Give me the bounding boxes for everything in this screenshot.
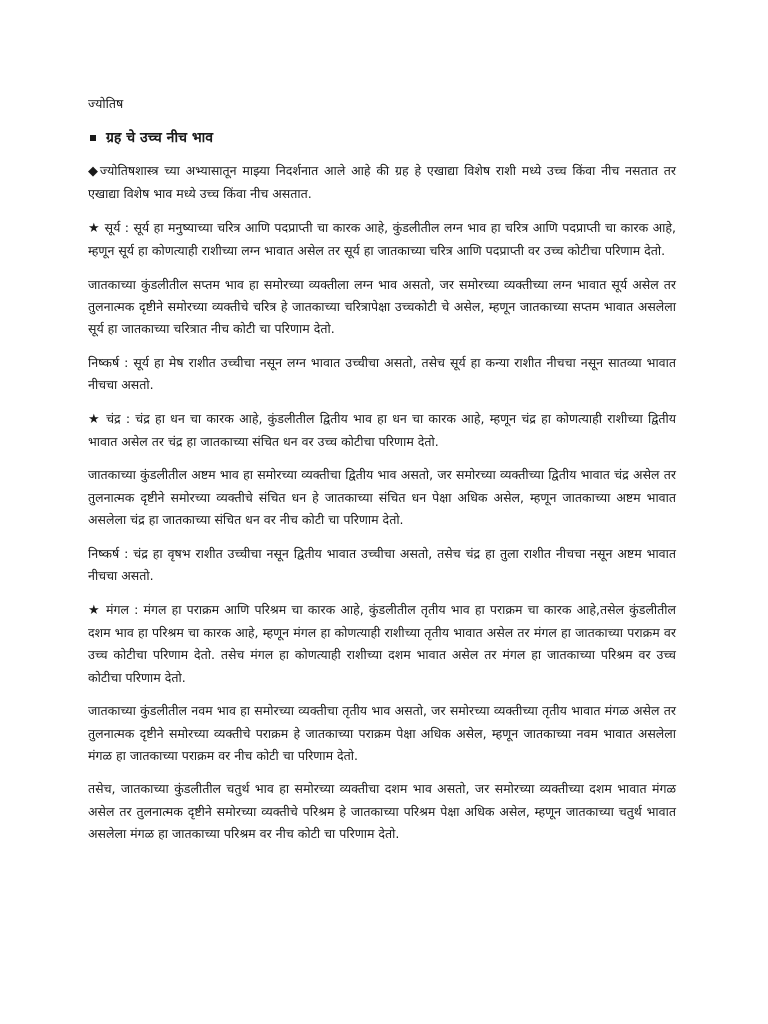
paragraph-mangal <box>88 599 676 690</box>
diamond-bullet-icon: ◆ <box>88 164 100 179</box>
paragraph-text: जातकाच्या कुंडलीतील सप्तम भाव हा समोरच्या व्यक्तीला लग्न भाव असतो, जर समोरच्या व्यक्तीच्या लग्न भावात सूर्य असेल तर तुलनात्मक दृष्टीने समोरच्या व्यक्तीचे चरित्र हे जातकाच्या चरित्रापेक्षा उच्चकोटी चे असेल, म्हणून जातकाच्या सप्तम भावात असलेला सूर्य हा जातकाच्या चरित्रात नीच कोटी चा परिणाम देतो. <box>88 276 676 337</box>
paragraph-mangal-chaturth <box>88 778 676 845</box>
paragraph-intro <box>88 160 676 206</box>
star-bullet-icon: ★ <box>88 220 101 236</box>
star-bullet-icon: ★ <box>88 411 101 427</box>
paragraph-text: सूर्य : सूर्य हा मनुष्याच्या चरित्र आणि पदप्राप्ती चा कारक आहे, कुंडलीतील लग्न भाव हा चरित्र आणि पदप्राप्ती चा कारक आहे, म्हणून सूर्य हा कोणत्याही राशीच्या लग्न भावात असेल तर सूर्य हा जातकाच्या चरित्र आणि पदप्राप्ती वर उच्च कोटीचा परिणाम देतो. <box>88 219 677 259</box>
paragraph-text: ज्योतिषशास्त्र च्या अभ्यासातून माझ्या निदर्शनात आले आहे की ग्रह हे एखाद्या विशेष राशी मध्ये उच्च किंवा नीच नसतात तर एखाद्या विशेष भाव मध्ये उच्च किंवा नीच असतात. <box>88 163 677 202</box>
document-page <box>88 96 676 857</box>
category-label: ज्योतिष <box>88 96 124 111</box>
paragraph-chandra-ashtam <box>88 464 676 531</box>
paragraph-text: निष्कर्ष : चंद्र हा वृषभ राशीत उच्चीचा नसून द्वितीय भावात उच्चीचा असतो, तसेच चंद्र हा तुला राशीत नीचचा नसून अष्टम भावात नीचचा असतो. <box>88 545 676 584</box>
paragraph-surya <box>88 217 676 263</box>
square-bullet-icon <box>90 135 96 141</box>
star-bullet-icon: ★ <box>88 602 101 618</box>
paragraph-mangal-navam <box>88 700 676 767</box>
paragraph-text: तसेच, जातकाच्या कुंडलीतील चतुर्थ भाव हा समोरच्या व्यक्तीचा दशम भाव असतो, जर समोरच्या व्यक्तीच्या दशम भावात मंगळ असेल तर तुलनात्मक दृष्टीने समोरच्या व्यक्तीचे परिश्रम हे जातकाच्या परिश्रम पेक्षा अधिक असेल, म्हणून जातकाच्या चतुर्थ भावात असलेला मंगळ हा जातकाच्या परिश्रम वर नीच कोटी चा परिणाम देतो. <box>88 781 676 842</box>
paragraph-text: मंगल : मंगल हा पराक्रम आणि परिश्रम चा कारक आहे, कुंडलीतील तृतीय भाव हा पराक्रम चा कारक आहे,तसेल कुंडलीतील दशम भाव हा परिश्रम चा कारक आहे, म्हणून मंगल हा कोणत्याही राशीच्या तृतीय भावात असेल तर मंगल हा जातकाच्या पराक्रम वर उच्च कोटीचा परिणाम देतो. तसेच मंगल हा कोणत्याही राशीच्या दशम भावात असेल तर मंगल हा जातकाच्या परिश्रम वर उच्च कोटीचा परिणाम देतो. <box>88 601 677 685</box>
paragraph-chandra-conclusion <box>88 543 676 588</box>
paragraph-text: चंद्र : चंद्र हा धन चा कारक आहे, कुंडलीतील द्वितीय भाव हा धन चा कारक आहे, म्हणून चंद्र हा कोणत्याही राशीच्या द्वितीय भावात असेल तर चंद्र हा जातकाच्या संचित धन वर उच्च कोटीचा परिणाम देतो. <box>88 410 676 450</box>
paragraph-chandra <box>88 408 676 454</box>
paragraph-surya-saptam <box>88 274 676 341</box>
paragraph-text: जातकाच्या कुंडलीतील अष्टम भाव हा समोरच्या व्यक्तीचा द्वितीय भाव असतो, जर समोरच्या व्यक्तीच्या द्वितीय भावात चंद्र असेल तर तुलनात्मक दृष्टीने समोरच्या व्यक्तीचे संचित धन हे जातकाच्या संचित धन पेक्षा अधिक असेल, म्हणून जातकाच्या अष्टम भावात असलेला चंद्र हा जातकाच्या संचित धन वर नीच कोटी चा परिणाम देतो. <box>88 467 676 528</box>
section-heading-text: ग्रह चे उच्च नीच भाव <box>106 130 214 146</box>
section-heading <box>88 128 676 148</box>
paragraph-text: निष्कर्ष : सूर्य हा मेष राशीत उच्चीचा नसून लग्न भावात उच्चीचा असतो, तसेच सूर्य हा कन्या राशीत नीचचा नसून सातव्या भावात नीचचा असतो. <box>88 354 676 393</box>
paragraph-surya-conclusion <box>88 352 676 397</box>
paragraph-text: जातकाच्या कुंडलीतील नवम भाव हा समोरच्या व्यक्तीचा तृतीय भाव असतो, जर समोरच्या व्यक्तीच्या तृतीय भावात मंगळ असेल तर तुलनात्मक दृष्टीने समोरच्या व्यक्तीचे पराक्रम हे जातकाच्या पराक्रम पेक्षा अधिक असेल, म्हणून जातकाच्या नवम भावात असलेला मंगळ हा जातकाच्या पराक्रम वर नीच कोटी चा परिणाम देतो. <box>88 703 676 763</box>
